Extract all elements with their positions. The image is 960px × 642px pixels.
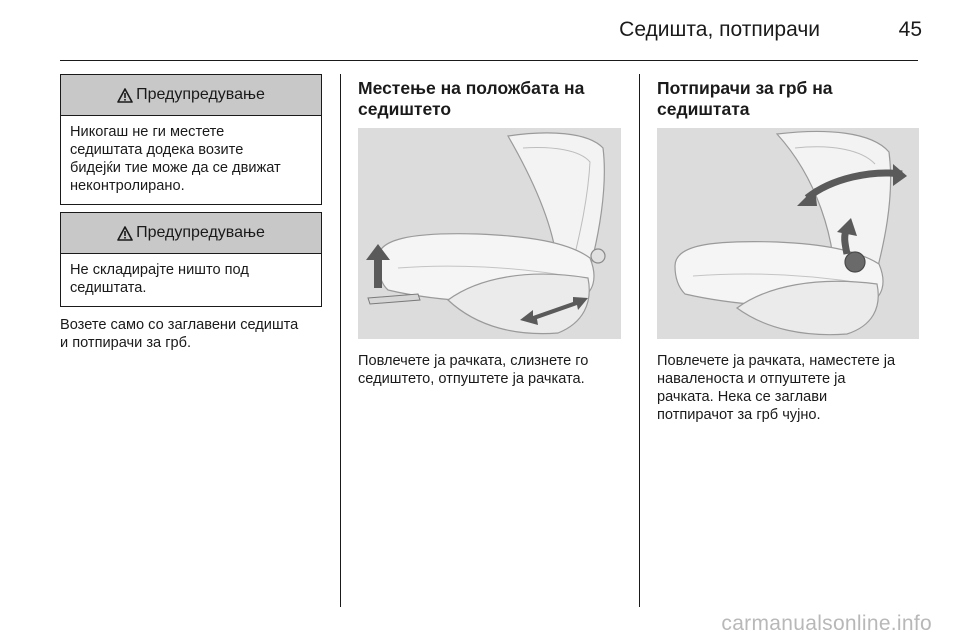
warning-title: Предупредување xyxy=(136,86,265,103)
column-divider-right xyxy=(639,74,640,607)
figure-caption-seat-position: Повлечете ја рачката, слизнете го седиштето, отпуштете ја рачката. xyxy=(358,353,589,387)
body-paragraph: Возете само со заглавени седишта и потпирачи за грб. xyxy=(60,317,299,351)
page-number: 45 xyxy=(898,18,922,41)
warning-box-1 xyxy=(60,74,322,205)
warning-text: Не складирајте ништо под седиштата. xyxy=(70,262,249,296)
warning-text: Никогаш не ги местете седиштата додека возите бидејќи тие може да се движат неконтролирано. xyxy=(70,124,281,194)
warning-triangle-icon xyxy=(117,226,133,241)
seat-backrest-adjustment-illustration xyxy=(657,128,919,339)
watermark: carmanualsonline.info xyxy=(721,612,932,635)
section-heading-seat-position: Местење на положбата на седиштето xyxy=(358,78,585,119)
column-divider-left xyxy=(340,74,341,607)
section-heading-backrest: Потпирачи за грб на седиштата xyxy=(657,78,833,119)
warning-box-header xyxy=(61,75,321,116)
backrest-figure xyxy=(657,128,919,339)
figure-caption-backrest: Повлечете ја рачката, наместете ја наваленоста и отпуштете ја рачката. Нека се заглави потпирачот за грб чујно. xyxy=(657,353,896,423)
warning-box-header xyxy=(61,213,321,254)
warning-title: Предупредување xyxy=(136,224,265,241)
warning-box-2 xyxy=(60,212,322,307)
header-rule xyxy=(60,60,918,61)
seat-position-adjustment-illustration xyxy=(358,128,621,339)
seat-position-figure xyxy=(358,128,621,339)
page-header-title: Седишта, потпирачи xyxy=(619,18,820,41)
warning-triangle-icon xyxy=(117,88,133,103)
